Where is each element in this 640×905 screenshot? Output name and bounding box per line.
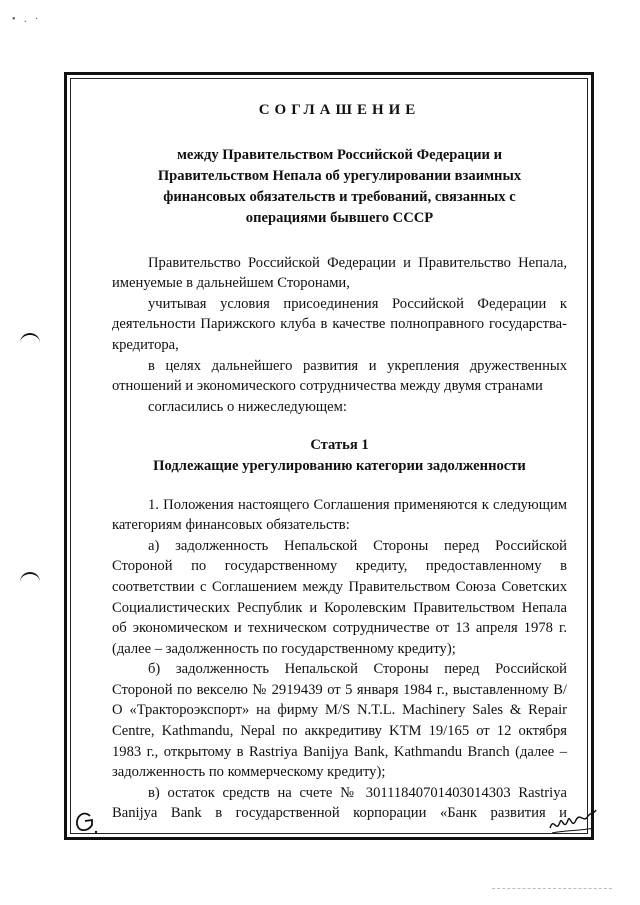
article-paragraph: 1. Положения настоящего Соглашения применяются к следующим категориям финансовых обязательств: [112, 496, 567, 534]
article-paragraph: а) задолженность Непальской Стороны перед Российской Стороной по государственному кредиту, предоставленному в соответствии с Соглашением между Правительством Союза Советских Социалистических Республик и Королевским Правительством Непала об экономическом и техническом сотрудничестве от 13 апреля 1978 г. (далее – задолженность по государственному кредиту); [112, 537, 567, 657]
scan-artifact-line [492, 888, 612, 889]
document-title: СОГЛАШЕНИЕ [258, 102, 421, 118]
subtitle-line: финансовых обязательств и требований, связанных с [163, 188, 516, 205]
subtitle-line: операциями бывшего СССР [245, 209, 434, 226]
handwritten-initials [72, 808, 100, 836]
preamble-paragraph: согласились о нижеследующем: [148, 398, 347, 415]
handwritten-signature [548, 806, 598, 836]
article-paragraph: в) остаток средств на счете № 30111840701403014303 Rastriya Banijya Bank в государственной корпорации «Банк развития и [112, 784, 567, 822]
document-subtitle [112, 145, 567, 229]
preamble-paragraph: в целях дальнейшего развития и укрепления дружественных отношений и экономического сотрудничества между двумя странами [112, 357, 567, 395]
article-number: Статья 1 [310, 437, 369, 454]
article-title: Подлежащие урегулированию категории задолженности [153, 457, 526, 474]
subtitle-line: между Правительством Российской Федерации и [176, 146, 502, 163]
preamble-paragraph: учитывая условия присоединения Российской Федерации к деятельности Парижского клуба в качестве полноправного государства-кредитора, [112, 295, 567, 353]
article-paragraph: б) задолженность Непальской Стороны перед Российской Стороной по векселю № 2919439 от 5 января 1984 г., выставленному В/О «Трактороэкспорт» на фирму M/S N.T.L. Machinery Sales & Repair Centre, Kathmandu, Nepal по аккредитиву KTM 19/165 от 12 октября 1983 г., открытому в Rastriya Banijya Bank, Kathmandu Branch (далее – задолженность по коммерческому кредиту); [112, 661, 567, 781]
hole-punch-mark [20, 333, 40, 345]
hole-punch-mark [20, 572, 40, 584]
preamble-paragraph: Правительство Российской Федерации и Правительство Непала, именуемые в дальнейшем Сторонами, [112, 254, 567, 292]
scan-artifact-dots: • . · [12, 14, 42, 25]
document-body [112, 100, 567, 824]
subtitle-line: Правительством Непала об урегулировании взаимных [157, 167, 522, 184]
